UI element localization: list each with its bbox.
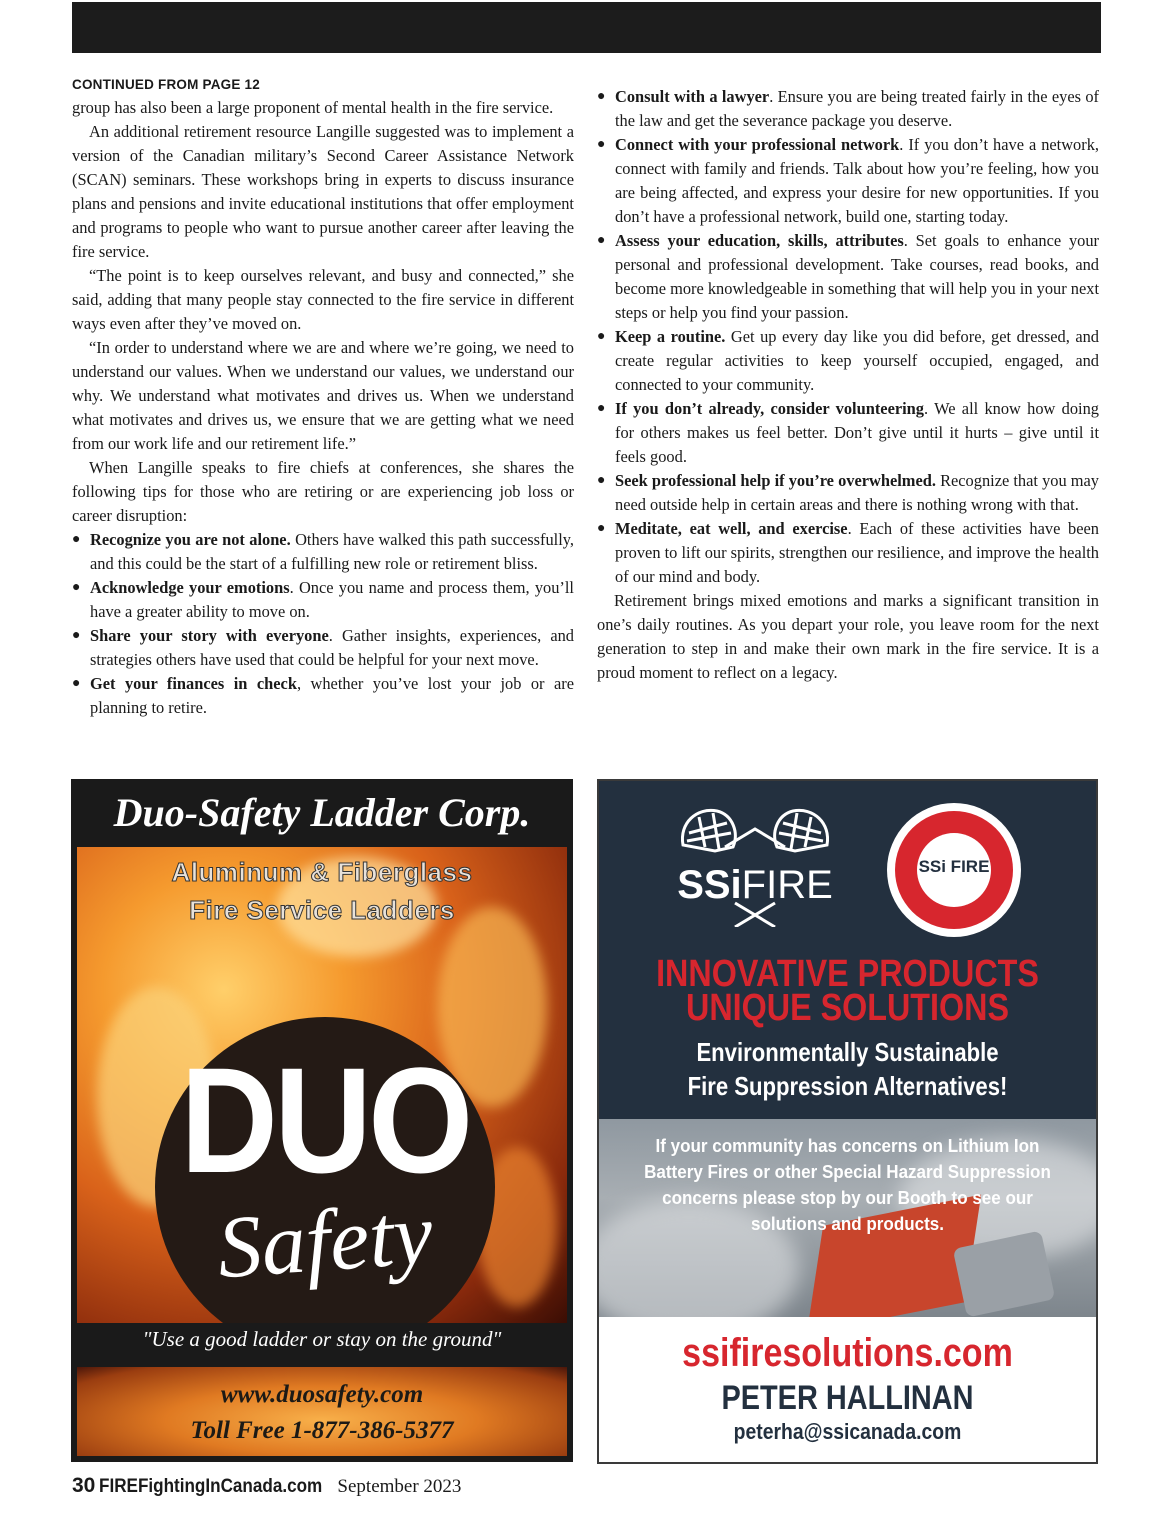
sustainability-badge — [887, 803, 1021, 937]
tip-heading: Keep a routine. — [615, 327, 726, 346]
tip-heading: Seek professional help if you’re overwhelmed. — [615, 471, 936, 490]
tip-text: Recognize that you may need outside help in certain areas and there is nothing wrong with that. — [615, 471, 1099, 514]
header-bar — [72, 2, 1101, 53]
badge-core — [917, 833, 991, 907]
bullet-icon: ● — [597, 89, 606, 104]
badge-ring — [895, 811, 1013, 929]
ad-headline-line2: UNIQUE SOLUTIONS — [685, 987, 1010, 1029]
tip-text: . Set goals to enhance your personal and professional development. Take courses, read books, and become more knowledgeable in something that will help you in your next steps or help you find your passion. — [615, 231, 1099, 322]
closing-paragraph: Retirement brings mixed emotions and marks a significant transition in one’s daily routines. As you depart your role, you leave room for the next generation to step in and make their own mark in the fire service. It is a proud moment to reflect on a legacy. — [597, 591, 1099, 682]
badge-label: SSi FIRE — [918, 857, 990, 876]
ad-website-link[interactable]: ssifiresolutions.com — [682, 1331, 1013, 1375]
tip-text: . Ensure you are being treated fairly in the eyes of the law and get the severance package you deserve. — [615, 87, 1099, 130]
bullet-icon: ● — [597, 137, 606, 152]
tip-heading: Acknowledge your emotions — [90, 578, 290, 597]
ad-subheadline-line2: Fire Suppression Alternatives! — [687, 1071, 1008, 1101]
ad-subheadline-line1: Environmentally Sustainable — [696, 1037, 999, 1067]
tip-text: . Once you name and process them, you’ll have a greater ability to move on. — [90, 578, 574, 621]
paragraph: “In order to understand where we are and where we’re going, we need to understand our values. When we understand our values, we understand our why. We understand what motivates and drives us. When we understand what motivates and drives us, we ensure that we are getting what we need from our work life and our retirement life.” — [72, 338, 574, 453]
paragraph: “The point is to keep ourselves relevant, and busy and connected,” she said, adding that many people stay connected to the fire service in different ways even after they’ve moved on. — [72, 266, 574, 333]
tip-text: . Gather insights, experiences, and strategies others have used that could be helpful for your next move. — [90, 626, 574, 669]
ssi-wordmark-light: FIRE — [741, 863, 833, 907]
tip-heading: Recognize you are not alone. — [90, 530, 291, 549]
page-footer — [72, 1474, 461, 1504]
ad-title: Duo-Safety Ladder Corp. — [113, 790, 531, 835]
contact-name: PETER HALLINAN — [721, 1379, 974, 1417]
tips-list-right — [597, 85, 1099, 589]
list-item — [72, 576, 574, 624]
article-column-left — [72, 74, 574, 720]
ssi-logo — [675, 803, 835, 927]
duo-logo — [155, 1017, 495, 1323]
bullet-icon: ● — [72, 628, 81, 643]
tip-text: Get up every day like you did before, get dressed, and create regular activities to keep yourself occupied, engaged, and connected to your community. — [615, 327, 1099, 394]
ad-subtitle-line1: Aluminum & Fiberglass — [171, 857, 473, 887]
tip-heading: Consult with a lawyer — [615, 87, 770, 106]
list-item — [72, 624, 574, 672]
magazine-name: FIREFightingInCanada.com — [99, 1476, 323, 1497]
list-item — [72, 672, 574, 720]
contact-email[interactable]: peterha@ssicanada.com — [733, 1419, 962, 1444]
ad-subtitle-line2: Fire Service Ladders — [189, 895, 455, 925]
product-photo — [599, 1119, 1096, 1317]
bullet-icon: ● — [72, 580, 81, 595]
tip-text: . If you don’t have a network, connect with family and friends. Talk about how you’re feeling, how you are being affected, and express your desire for new opportunities. If you don’t have a professional network, build one, starting today. — [615, 135, 1099, 226]
list-item — [597, 517, 1099, 589]
list-item — [597, 325, 1099, 397]
ssi-wordmark — [675, 863, 835, 908]
list-item — [72, 528, 574, 576]
tip-heading: If you don’t already, consider volunteering — [615, 399, 924, 418]
ssi-fire-ad[interactable] — [597, 779, 1098, 1464]
tip-heading: Meditate, eat well, and exercise — [615, 519, 848, 538]
bullet-icon: ● — [597, 473, 606, 488]
tip-text: . We all know how doing for others makes us feel better. Don’t give until it hurts – give until it feels good. — [615, 399, 1099, 466]
tip-heading: Get your finances in check — [90, 674, 297, 693]
paragraph: An additional retirement resource Langille suggested was to implement a version of the Canadian military’s Second Career Assistance Network (SCAN) seminars. These workshops bring in experts to discuss insurance plans and pensions and invite educational institutions that offer employment and programs to people who want to pursue another career after leaving the fire service. — [72, 122, 574, 261]
bullet-icon: ● — [597, 401, 606, 416]
issue-date: September 2023 — [337, 1476, 462, 1497]
list-item — [597, 133, 1099, 229]
tip-text: , whether you’ve lost your job or are planning to retire. — [90, 674, 574, 717]
bullet-icon: ● — [597, 521, 606, 536]
tip-heading: Share your story with everyone — [90, 626, 329, 645]
ad-headline-line1: INNOVATIVE PRODUCTS — [656, 953, 1039, 995]
ssi-wordmark-bold: SSi — [677, 863, 742, 907]
logo-wordmark: DUO — [180, 1036, 470, 1204]
flame-background — [77, 847, 567, 1323]
ad-phone: Toll Free 1-877-386-5377 — [190, 1417, 454, 1444]
paragraph: group has also been a large proponent of mental health in the fire service. — [72, 98, 554, 117]
ad-contact-panel — [77, 1367, 567, 1456]
duo-safety-ad[interactable] — [71, 779, 573, 1462]
paragraph: When Langille speaks to fire chiefs at conferences, she shares the following tips for those who are retiring or are experiencing job loss or career disruption: — [72, 458, 574, 525]
tips-list-left — [72, 528, 574, 720]
bullet-icon: ● — [72, 676, 81, 691]
page-number: 30 — [72, 1474, 96, 1497]
list-item — [597, 397, 1099, 469]
ad-motto: "Use a good ladder or stay on the ground" — [142, 1327, 502, 1351]
tip-text: . Each of these activities have been proven to lift our spirits, strengthen our resilience, and improve the health of our mind and body. — [615, 519, 1099, 586]
article-column-right — [597, 85, 1099, 685]
ad-invitation-text: If your community has concerns on Lithium Ion Battery Fires or other Special Hazard Suppression concerns please stop by our Booth to see our solutions and products. — [644, 1135, 1051, 1234]
tip-text: Others have walked this path successfully, and this could be the start of a fulfilling new role or retirement bliss. — [90, 530, 574, 573]
continued-label: CONTINUED FROM PAGE 12 — [72, 76, 260, 93]
list-item — [597, 229, 1099, 325]
bullet-icon: ● — [72, 532, 81, 547]
ad-top-panel — [599, 781, 1096, 1119]
list-item — [597, 469, 1099, 517]
bullet-icon: ● — [597, 329, 606, 344]
tip-heading: Connect with your professional network — [615, 135, 900, 154]
tip-heading: Assess your education, skills, attributes — [615, 231, 904, 250]
logo-script: Safety — [214, 1185, 436, 1298]
list-item — [597, 85, 1099, 133]
bullet-icon: ● — [597, 233, 606, 248]
ad-website-link[interactable]: www.duosafety.com — [220, 1381, 424, 1408]
